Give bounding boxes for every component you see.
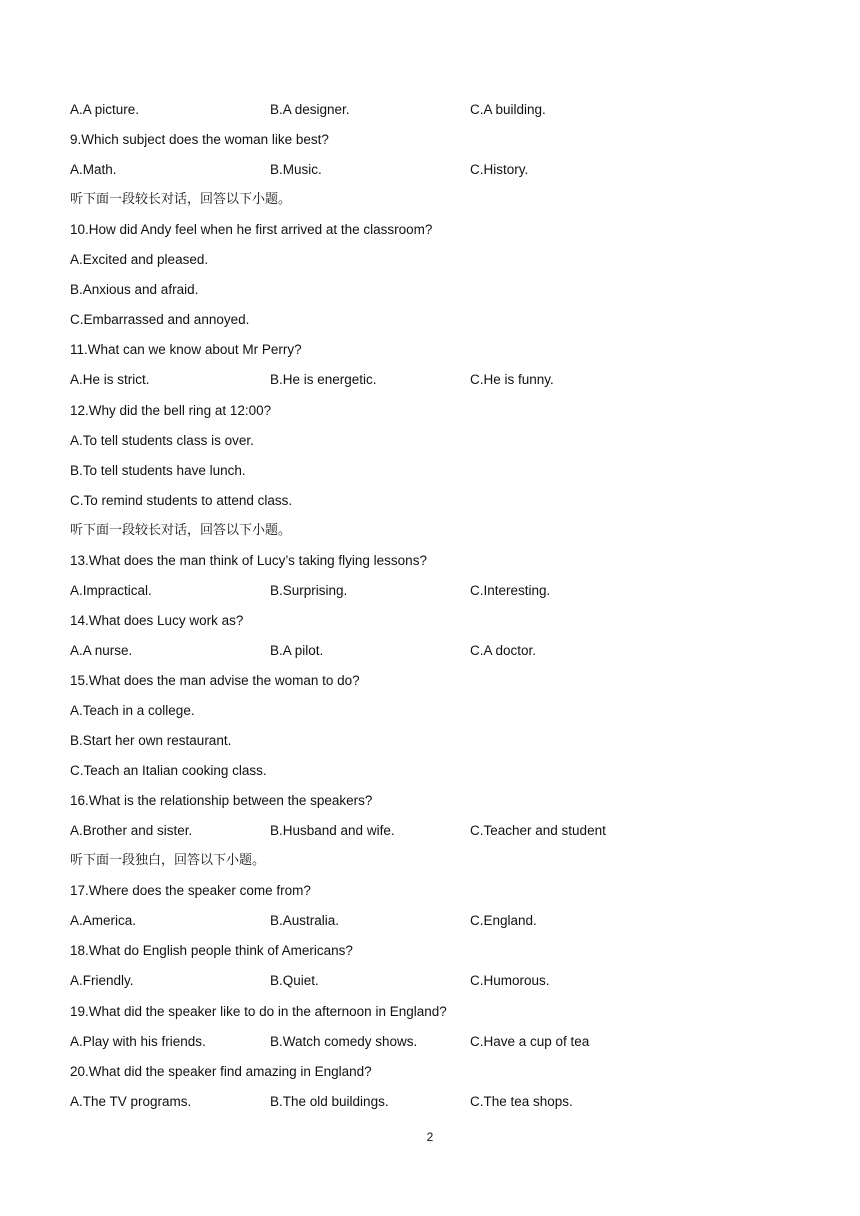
option-c: C.England. [470, 913, 537, 928]
option-c: C.History. [470, 162, 529, 177]
question-line: C.Teach an Italian cooking class. [70, 763, 267, 778]
option-c: C.He is funny. [470, 372, 554, 387]
option-a: A.The TV programs. [70, 1094, 192, 1109]
question-line: 16.What is the relationship between the speakers? [70, 793, 373, 808]
question-line: A.To tell students class is over. [70, 433, 254, 448]
option-c: C.Humorous. [470, 973, 550, 988]
option-a: A.Friendly. [70, 973, 134, 988]
option-b: B.Music. [270, 162, 322, 177]
option-b: B.The old buildings. [270, 1094, 389, 1109]
section-instruction: 听下面一段较长对话，回答以下小题。 [70, 192, 292, 207]
option-c: C.Interesting. [470, 583, 551, 598]
question-line: 11.What can we know about Mr Perry? [70, 342, 302, 357]
question-line: C.Embarrassed and annoyed. [70, 312, 250, 327]
option-b: B.A designer. [270, 102, 350, 117]
question-line: A.Teach in a college. [70, 703, 195, 718]
question-line: 15.What does the man advise the woman to do? [70, 673, 360, 688]
question-line: 10.How did Andy feel when he first arrived at the classroom? [70, 222, 433, 237]
option-a: A.America. [70, 913, 137, 928]
question-line: 17.Where does the speaker come from? [70, 883, 311, 898]
option-c: C.Teacher and student [470, 823, 606, 838]
option-a: A.A nurse. [70, 643, 133, 658]
page-number: 2 [426, 1130, 434, 1144]
option-c: C.A building. [470, 102, 546, 117]
option-c: C.A doctor. [470, 643, 537, 658]
question-line: 20.What did the speaker find amazing in England? [70, 1064, 372, 1079]
option-b: B.He is energetic. [270, 372, 377, 387]
option-b: B.Watch comedy shows. [270, 1034, 418, 1049]
option-a: A.Play with his friends. [70, 1034, 206, 1049]
option-a: A.He is strict. [70, 372, 150, 387]
option-c: C.Have a cup of tea [470, 1034, 590, 1049]
option-a: A.Math. [70, 162, 117, 177]
option-b: B.Husband and wife. [270, 823, 395, 838]
section-instruction: 听下面一段较长对话，回答以下小题。 [70, 523, 292, 538]
question-line: 9.Which subject does the woman like best? [70, 132, 329, 147]
option-a: A.Impractical. [70, 583, 152, 598]
question-line: C.To remind students to attend class. [70, 493, 293, 508]
question-line: 14.What does Lucy work as? [70, 613, 244, 628]
option-a: A.A picture. [70, 102, 140, 117]
question-line: B.To tell students have lunch. [70, 463, 246, 478]
option-c: C.The tea shops. [470, 1094, 573, 1109]
option-a: A.Brother and sister. [70, 823, 193, 838]
section-instruction: 听下面一段独白，回答以下小题。 [70, 853, 266, 868]
question-line: 12.Why did the bell ring at 12:00? [70, 403, 272, 418]
question-line: 18.What do English people think of Americans? [70, 943, 353, 958]
question-line: 19.What did the speaker like to do in the afternoon in England? [70, 1004, 447, 1019]
question-line: B.Anxious and afraid. [70, 282, 199, 297]
question-line: B.Start her own restaurant. [70, 733, 232, 748]
option-b: B.A pilot. [270, 643, 324, 658]
option-b: B.Surprising. [270, 583, 348, 598]
question-line: A.Excited and pleased. [70, 252, 209, 267]
option-b: B.Quiet. [270, 973, 319, 988]
option-b: B.Australia. [270, 913, 340, 928]
question-line: 13.What does the man think of Lucy’s taking flying lessons? [70, 553, 427, 568]
